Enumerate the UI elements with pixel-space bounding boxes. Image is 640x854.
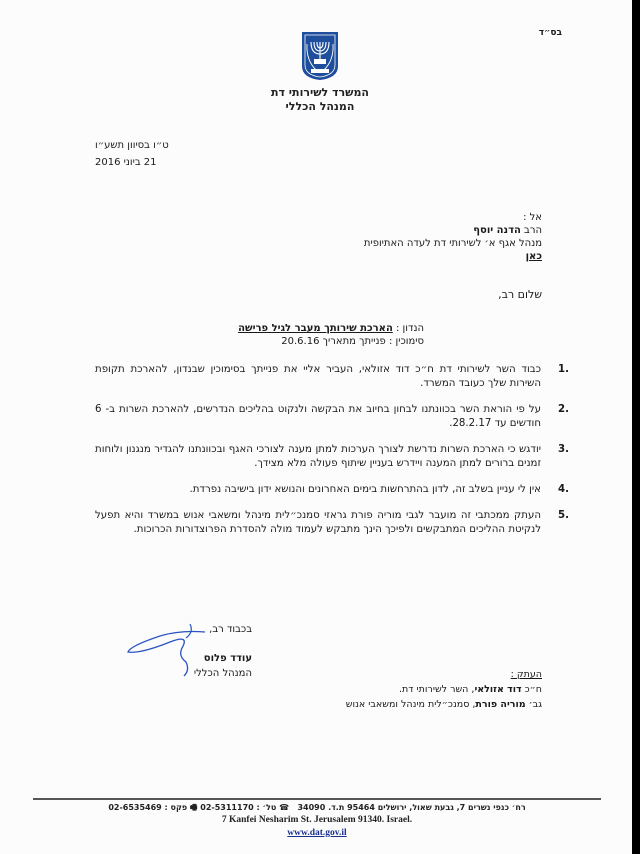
- item-number: .5: [558, 510, 569, 521]
- department-name: המנהל הכללי: [285, 100, 355, 113]
- recipient-title: הרב: [524, 225, 542, 236]
- recipient-name-line: [222, 224, 542, 237]
- signer-role: המנהל הכללי: [193, 668, 252, 679]
- cc-prefix: גב׳: [525, 699, 542, 710]
- recipient-role: מנהל אגף א׳ לשירותי דת לעדה האתיופית: [363, 238, 542, 249]
- greeting: שלום רב,: [498, 288, 542, 301]
- numbered-items: [95, 363, 575, 549]
- ministry-name: המשרד לשירותי דת: [271, 86, 369, 99]
- item-text: על פי הוראת השר בכוונתנו לבחון בחיוב את הבקשה ולנקוט בהליכים הנדרשים, להארכת השרות ב- 6 חודשים עד 28.2.17.: [95, 404, 541, 429]
- website-link[interactable]: www.dat.gov.il: [287, 828, 347, 838]
- subject-reference: סימוכין : פנייתך מתאריך 20.6.16: [281, 336, 424, 347]
- fax-label: פקס :: [164, 803, 188, 812]
- recipient-name: הדנה יוסף: [473, 225, 521, 236]
- ministry-header: [200, 86, 440, 114]
- fax-icon: 🖷: [189, 803, 198, 812]
- item-text: כבוד השר לשירותי דת ח״כ דוד אזולאי, העביר אליי את פנייתך בסימוכין שבנדון, להארכת תקופת השירות שלך כעובד המשרד.: [95, 364, 541, 389]
- hebrew-address: רח׳ כנפי נשרים 7, גבעת שאול, ירושלים 95464 ת.ד. 34090: [297, 803, 526, 812]
- list-item: [95, 509, 575, 537]
- recipient-location: כאן: [525, 251, 542, 262]
- subject-line: [164, 322, 424, 335]
- list-item: [95, 403, 575, 431]
- item-text: יודגש כי הארכת השרות נדרשת לצורך הערכות למתן מענה לצורכי האגף ובכוונתנו להגדיר מנגנון ולוחות זמנים ברורים למתן המענה ויידרש בעניין שיתוף פעולה מלא מצידך.: [95, 444, 541, 469]
- to-label: אל :: [523, 212, 542, 223]
- bsd-mark: בס״ד: [538, 28, 562, 38]
- footer-divider: [33, 798, 601, 800]
- fax-number: 02-6535469: [108, 803, 162, 812]
- cc-block: [242, 667, 542, 712]
- list-item: [95, 363, 575, 391]
- phone-icon: ☎: [279, 803, 290, 812]
- closing: בכבוד רב,: [209, 624, 252, 635]
- hebrew-date: ט״ו בסיוון תשע״ו: [95, 140, 169, 151]
- cc-title: העתק :: [510, 669, 542, 680]
- cc-line: [242, 697, 542, 712]
- item-text: העתק ממכתבי זה מועבר לגבי מוריה פורת גראזי סמנכ״לית מינהל ומשאבי אנוש במשרד והיא תפעל לנקיטת ההליכים המתבקשים ולפיכך הינך מתבקש לעמוד מולה להסדרת הפרוצדורות הכרוכות.: [95, 510, 541, 535]
- item-text: אין לי עניין בשלב זה, לדון בהתרחשות בימים האחרונים והנושא ידון בישיבה נפרדת.: [189, 484, 541, 495]
- date-block: [95, 137, 275, 171]
- screen-edge: [632, 0, 640, 854]
- item-number: .4: [558, 484, 569, 495]
- subject-title: הארכת שירותך מעבר לגיל פרישה: [238, 323, 393, 334]
- cc-name: דוד אזולאי: [474, 684, 522, 695]
- phone-label: טל׳ :: [256, 803, 277, 812]
- state-emblem-icon: [300, 30, 340, 82]
- cc-prefix: ח״כ: [521, 684, 542, 695]
- cc-name: מוריה פורת: [475, 699, 526, 710]
- signer-name: עודד פלוס: [203, 653, 252, 664]
- subject-label: הנדון :: [396, 323, 424, 334]
- footer-hebrew-line: [33, 801, 601, 814]
- subject-block: [164, 322, 424, 348]
- item-number: .1: [558, 364, 569, 375]
- cc-line: [242, 682, 542, 697]
- signature-icon: [120, 618, 210, 678]
- cc-rest: , סמנכ״לית מינהל ומשאבי אנוש: [345, 699, 476, 710]
- footer: [33, 801, 601, 840]
- list-item: [95, 483, 575, 497]
- english-address: 7 Kanfei Nesharim St. Jerusalem 91340. Israel.: [221, 815, 413, 825]
- recipient-block: [222, 211, 542, 263]
- phone-number: 02-5311170: [200, 803, 254, 812]
- item-number: .3: [558, 444, 569, 455]
- gregorian-date: 21 ביוני 2016: [95, 157, 157, 168]
- list-item: [95, 443, 575, 471]
- cc-rest: , השר לשירותי דת.: [399, 684, 475, 695]
- item-number: .2: [558, 404, 569, 415]
